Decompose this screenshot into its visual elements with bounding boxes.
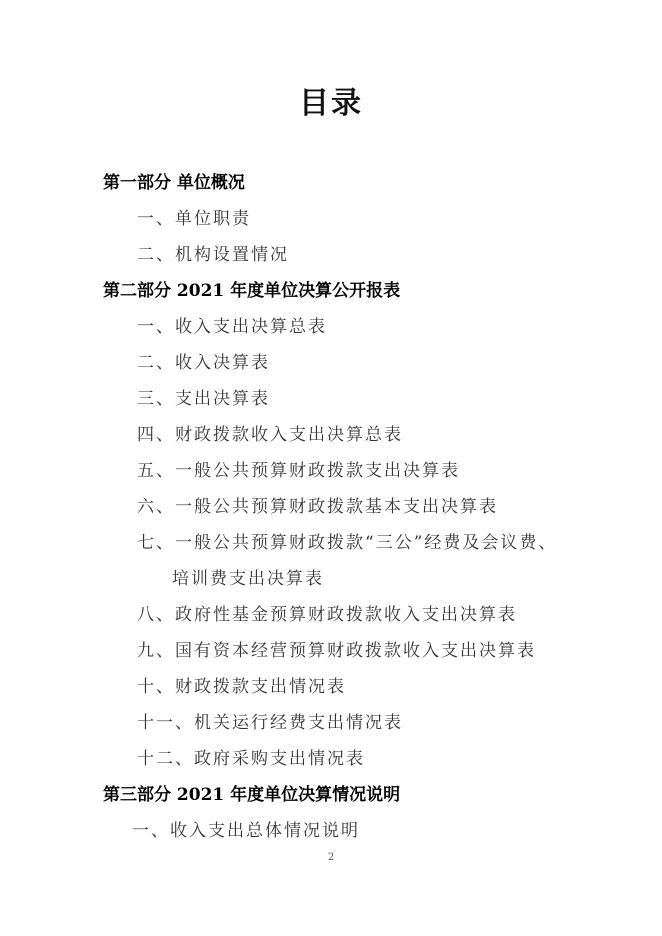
toc-item[interactable]: 八、政府性基金预算财政拨款收入支出决算表 [137,605,517,625]
toc-item[interactable]: 十二、政府采购支出情况表 [137,749,365,769]
toc-item-continuation[interactable]: 培训费支出决算表 [172,569,324,589]
toc-item[interactable]: 六、一般公共预算财政拨款基本支出决算表 [137,497,498,517]
toc-part-heading[interactable]: 第三部分 2021 年度单位决算情况说明 [103,785,401,805]
toc-part-heading[interactable]: 第二部分 2021 年度单位决算公开报表 [103,281,401,301]
toc-item[interactable]: 二、机构设置情况 [137,245,289,265]
toc-item[interactable]: 十、财政拨款支出情况表 [137,677,346,697]
toc-item[interactable]: 一、单位职责 [137,209,251,229]
toc-item[interactable]: 一、收入支出决算总表 [137,317,327,337]
page-title: 目录 [299,86,363,121]
page-number: 2 [327,852,335,863]
toc-item[interactable]: 二、收入决算表 [137,353,270,373]
toc-item[interactable]: 一、收入支出总体情况说明 [132,821,360,841]
table-of-contents [0,165,662,849]
toc-item[interactable]: 十一、机关运行经费支出情况表 [137,713,403,733]
toc-item[interactable]: 五、一般公共预算财政拨款支出决算表 [137,461,460,481]
toc-item[interactable]: 三、支出决算表 [137,389,270,409]
toc-part-heading[interactable]: 第一部分 单位概况 [103,173,245,193]
toc-item[interactable]: 七、一般公共预算财政拨款“三公”经费及会议费、 [137,533,558,553]
toc-item[interactable]: 四、财政拨款收入支出决算总表 [137,425,403,445]
toc-item[interactable]: 九、国有资本经营预算财政拨款收入支出决算表 [137,641,536,661]
